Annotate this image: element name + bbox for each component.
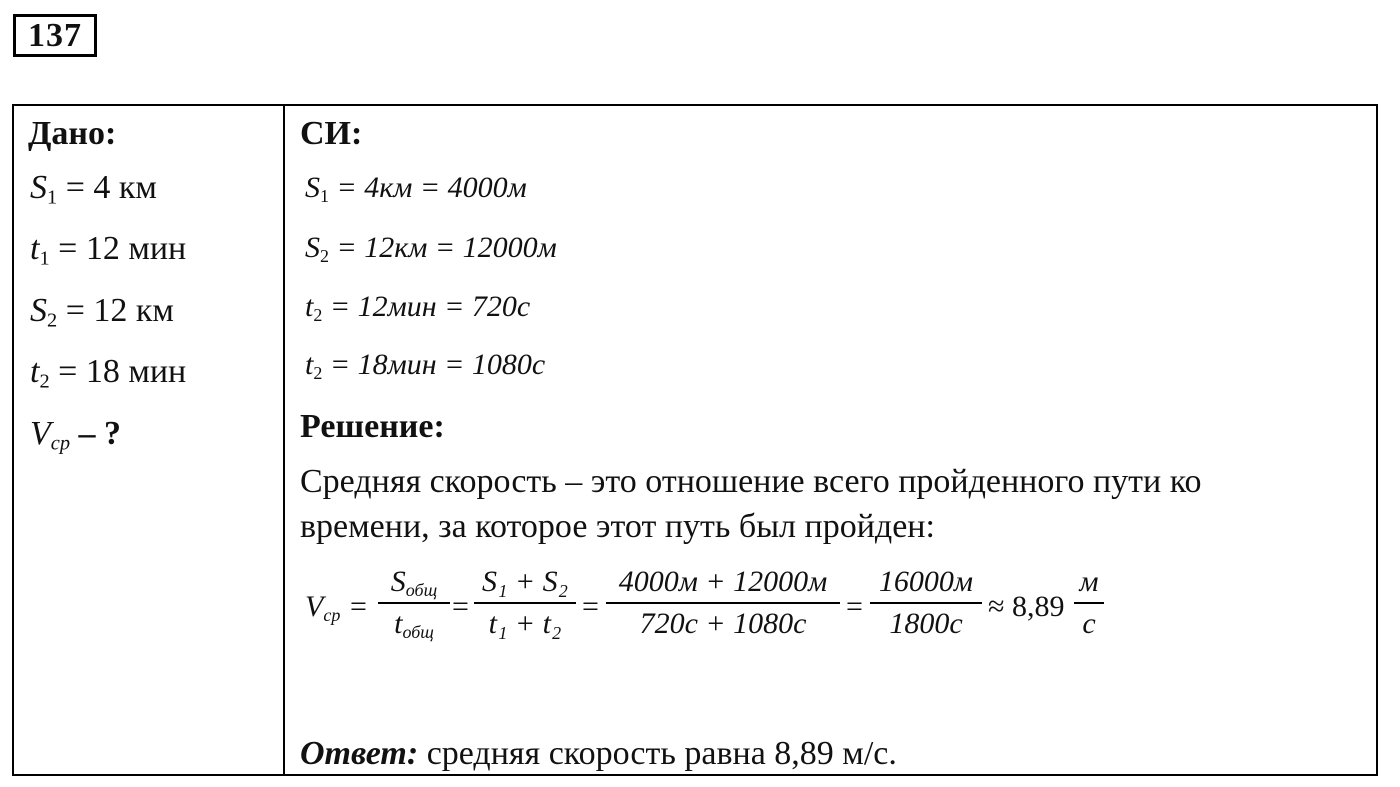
si-line-4 bbox=[305, 347, 545, 383]
si-value: = 12км = 12000м bbox=[336, 231, 557, 264]
fraction-symbol: t bbox=[394, 607, 403, 640]
formula-equals-3: = bbox=[582, 590, 599, 623]
find-subscript: ср bbox=[50, 432, 71, 455]
si-subscript: 1 bbox=[320, 186, 329, 207]
fraction-total bbox=[378, 565, 450, 643]
fraction-sums bbox=[474, 566, 576, 640]
si-line-2 bbox=[305, 230, 557, 266]
fraction-total-denominator bbox=[378, 604, 450, 643]
si-symbol: S bbox=[305, 231, 320, 264]
formula-approx-value: ≈ 8,89 bbox=[988, 590, 1065, 623]
solution-heading: Решение: bbox=[300, 408, 445, 445]
find-symbol: V bbox=[30, 415, 51, 452]
given-value: = 12 км bbox=[65, 292, 174, 329]
formula-equals-1: = bbox=[350, 590, 367, 623]
si-symbol: t bbox=[305, 348, 314, 381]
formula-equals-2: = bbox=[452, 590, 469, 623]
given-line-2 bbox=[30, 229, 186, 269]
si-symbol: t bbox=[305, 290, 314, 323]
given-subscript: 2 bbox=[39, 370, 50, 393]
formula-equals-4: = bbox=[846, 590, 863, 623]
fraction-values bbox=[606, 566, 840, 640]
fraction-subscript: общ bbox=[405, 580, 438, 601]
given-line-3 bbox=[30, 291, 174, 331]
given-value: = 18 мин bbox=[58, 353, 187, 390]
answer-label: Ответ: bbox=[300, 735, 419, 772]
fraction-unit bbox=[1074, 566, 1104, 640]
fraction-sums-denominator: t₁ + t₂ bbox=[488, 607, 562, 640]
solution-table bbox=[12, 104, 1378, 776]
si-subscript: 2 bbox=[313, 363, 323, 384]
find-line bbox=[30, 414, 121, 454]
answer-line bbox=[300, 734, 897, 774]
fraction-total-numerator bbox=[378, 566, 450, 604]
fraction-unit-denominator: с bbox=[1082, 607, 1096, 640]
fraction-subscript: общ bbox=[402, 622, 434, 643]
given-subscript: 1 bbox=[47, 186, 58, 209]
problem-number: 137 bbox=[13, 14, 97, 57]
given-line-4 bbox=[30, 352, 186, 392]
given-subscript: 2 bbox=[47, 309, 58, 332]
answer-text: средняя скорость равна 8,89 м/с. bbox=[426, 735, 897, 772]
given-symbol: t bbox=[30, 230, 40, 267]
fraction-values-numerator: 4000м + 12000м bbox=[606, 566, 840, 604]
column-divider bbox=[283, 104, 285, 776]
si-heading: СИ: bbox=[300, 115, 363, 152]
fraction-result-numerator: 16000м bbox=[870, 566, 982, 604]
formula-lhs-symbol: V bbox=[305, 590, 324, 623]
given-heading: Дано: bbox=[28, 115, 117, 152]
fraction-sums-numerator: S₁ + S₂ bbox=[474, 566, 576, 604]
find-question: – ? bbox=[78, 415, 122, 452]
fraction-values-denominator: 720с + 1080с bbox=[639, 607, 807, 640]
fraction-unit-numerator: м bbox=[1074, 566, 1104, 604]
given-symbol: t bbox=[30, 353, 40, 390]
fraction-symbol: S bbox=[390, 565, 406, 598]
given-line-1 bbox=[30, 168, 157, 208]
si-symbol: S bbox=[305, 171, 320, 204]
solution-text-line-1: Средняя скорость – это отношение всего пройденного пути ко bbox=[300, 463, 1202, 500]
given-value: = 12 мин bbox=[58, 230, 187, 267]
si-line-1 bbox=[305, 170, 527, 206]
si-value: = 18мин = 1080с bbox=[329, 348, 546, 381]
given-value: = 4 км bbox=[65, 169, 157, 206]
si-subscript: 2 bbox=[313, 305, 323, 326]
solution-text-line-2: времени, за которое этот путь был пройден: bbox=[300, 508, 935, 545]
fraction-result-denominator: 1800с bbox=[889, 607, 963, 640]
fraction-result bbox=[870, 566, 982, 640]
given-subscript: 1 bbox=[39, 247, 50, 270]
formula-lhs-subscript: ср bbox=[323, 605, 341, 626]
formula-lhs bbox=[305, 590, 340, 624]
si-subscript: 2 bbox=[320, 246, 329, 267]
given-symbol: S bbox=[30, 292, 47, 329]
si-value: = 4км = 4000м bbox=[336, 171, 527, 204]
si-value: = 12мин = 720с bbox=[329, 290, 531, 323]
given-symbol: S bbox=[30, 169, 47, 206]
si-line-3 bbox=[305, 289, 530, 325]
